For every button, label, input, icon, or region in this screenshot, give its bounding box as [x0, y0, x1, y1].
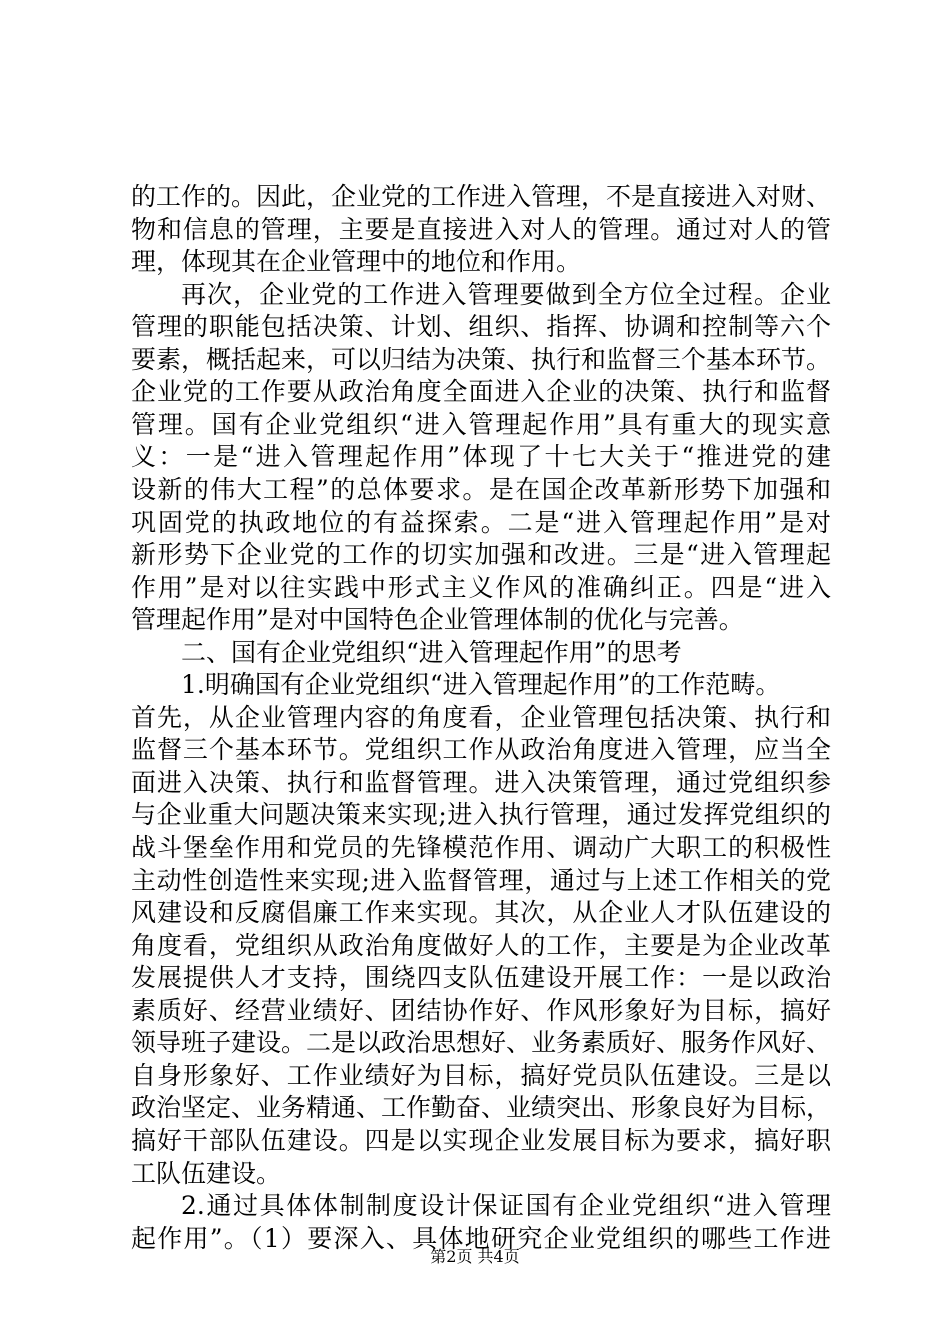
text-line: 2.通过具体体制制度设计保证国有企业党组织“进入管理 — [181, 1191, 831, 1220]
text-line: 再次，企业党的工作进入管理要做到全方位全过程。企业 — [181, 279, 831, 309]
text-line: 领导班子建设。二是以政治思想好、业务素质好、服务作风好、 — [131, 1028, 832, 1058]
text-line: 与企业重大问题决策来实现;进入执行管理，通过发挥党组织的 — [131, 800, 831, 830]
text-line: 义：一是“进入管理起作用”体现了十七大关于“推进党的建 — [131, 442, 831, 472]
text-line: 主动性创造性来实现;进入监督管理，通过与上述工作相关的党 — [131, 865, 831, 895]
text-line: 起作用”。（1）要深入、具体地研究企业党组织的哪些工作进 — [131, 1223, 831, 1253]
text-line: 素质好、经营业绩好、团结协作好、作风形象好为目标，搞好 — [131, 995, 831, 1025]
text-line: 理，体现其在企业管理中的地位和作用。 — [131, 247, 582, 277]
text-line: 风建设和反腐倡廉工作来实现。其次，从企业人才队伍建设的 — [131, 898, 831, 928]
text-line: 巩固党的执政地位的有益探索。二是“进入管理起作用”是对 — [131, 507, 831, 537]
text-line: 的工作的。因此，企业党的工作进入管理，不是直接进入对财、 — [131, 182, 832, 211]
text-line: 作用”是对以往实践中形式主义作风的准确纠正。四是“进入 — [131, 572, 831, 602]
text-line: 物和信息的管理，主要是直接进入对人的管理。通过对人的管 — [131, 214, 831, 244]
text-line: 首先，从企业管理内容的角度看，企业管理包括决策、执行和 — [131, 702, 831, 732]
text-line: 发展提供人才支持，围绕四支队伍建设开展工作：一是以政治 — [131, 963, 831, 993]
text-line: 自身形象好、工作业绩好为目标，搞好党员队伍建设。三是以 — [131, 1060, 831, 1090]
text-line: 要素，概括起来，可以归结为决策、执行和监督三个基本环节。 — [131, 344, 832, 374]
text-line: 搞好干部队伍建设。四是以实现企业发展目标为要求，搞好职 — [131, 1125, 831, 1155]
text-line: 战斗堡垒作用和党员的先锋模范作用、调动广大职工的积极性 — [131, 833, 831, 862]
text-line: 企业党的工作要从政治角度全面进入企业的决策、执行和监督 — [131, 377, 831, 407]
text-line: 角度看，党组织从政治角度做好人的工作，主要是为企业改革 — [131, 930, 831, 960]
text-line: 新形势下企业党的工作的切实加强和改进。三是“进入管理起 — [131, 540, 831, 569]
text-line: 管理。国有企业党组织“进入管理起作用”具有重大的现实意 — [131, 409, 831, 439]
text-line: 监督三个基本环节。党组织工作从政治角度进入管理，应当全 — [131, 735, 831, 765]
text-line: 1.明确国有企业党组织“进入管理起作用”的工作范畴。 — [181, 670, 781, 700]
text-line: 二、国有企业党组织“进入管理起作用”的思考 — [181, 637, 682, 667]
text-line: 面进入决策、执行和监督管理。进入决策管理，通过党组织参 — [131, 767, 831, 797]
text-line: 管理起作用”是对中国特色企业管理体制的优化与完善。 — [131, 605, 744, 635]
text-line: 工队伍建设。 — [131, 1158, 282, 1188]
text-line: 政治坚定、业务精通、工作勤奋、业绩突出、形象良好为目标， — [131, 1093, 832, 1123]
text-line: 设新的伟大工程”的总体要求。是在国企改革新形势下加强和 — [131, 474, 831, 504]
text-line: 管理的职能包括决策、计划、组织、指挥、协调和控制等六个 — [131, 312, 831, 342]
page-footer: 第2页 共4页 — [430, 1247, 520, 1266]
